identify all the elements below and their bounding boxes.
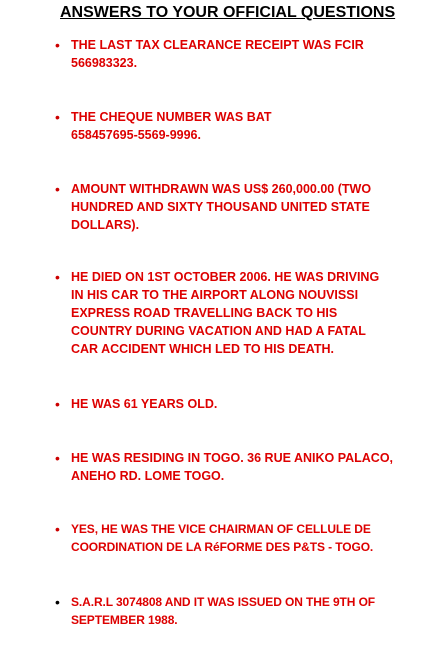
answer-text: THE LAST TAX CLEARANCE RECEIPT WAS FCIR 566983323. [71,38,364,70]
answer-item-1 [55,36,435,72]
answer-text: THE CHEQUE NUMBER WAS BAT 658457695-5569-9996. [71,110,272,142]
answer-item-5 [55,395,435,413]
bullet-icon: • [55,450,60,466]
answer-item-8 [55,593,435,629]
answer-item-4 [55,268,435,358]
bullet-icon: • [55,396,60,412]
bullet-icon: • [55,521,60,537]
answer-item-7 [55,520,435,556]
answer-text: S.A.R.L 3074808 AND IT WAS ISSUED ON THE 9TH OF SEPTEMBER 1988. [71,595,376,627]
answer-text: AMOUNT WITHDRAWN WAS US$ 260,000.00 (TWO HUNDRED AND SIXTY THOUSAND UNITED STATE DOLLARS). [71,182,372,232]
answer-text: HE DIED ON 1ST OCTOBER 2006. HE WAS DRIVING IN HIS CAR TO THE AIRPORT ALONG NOUVISSI EXPRESS ROAD TRAVELLING BACK TO HIS COUNTRY DURING VACATION AND HAD A FATAL CAR ACCIDENT WHICH LED TO HIS DEATH. [71,270,380,356]
bullet-icon: • [55,594,60,610]
answer-text: HE WAS RESIDING IN TOGO. 36 RUE ANIKO PALACO, ANEHO RD. LOME TOGO. [71,451,394,483]
answer-item-6 [55,449,435,485]
bullet-icon: • [55,109,60,125]
answer-text: YES, HE WAS THE VICE CHAIRMAN OF CELLULE DE COORDINATION DE LA RéFORME DES P&TS - TOGO. [71,522,374,554]
bullet-icon: • [55,269,60,285]
document-title: ANSWERS TO YOUR OFFICIAL QUESTIONS [60,4,396,21]
bullet-icon: • [55,37,60,53]
answer-text: HE WAS 61 YEARS OLD. [71,397,218,411]
bullet-icon: • [55,181,60,197]
answer-item-2 [55,108,435,144]
answer-item-3 [55,180,435,234]
